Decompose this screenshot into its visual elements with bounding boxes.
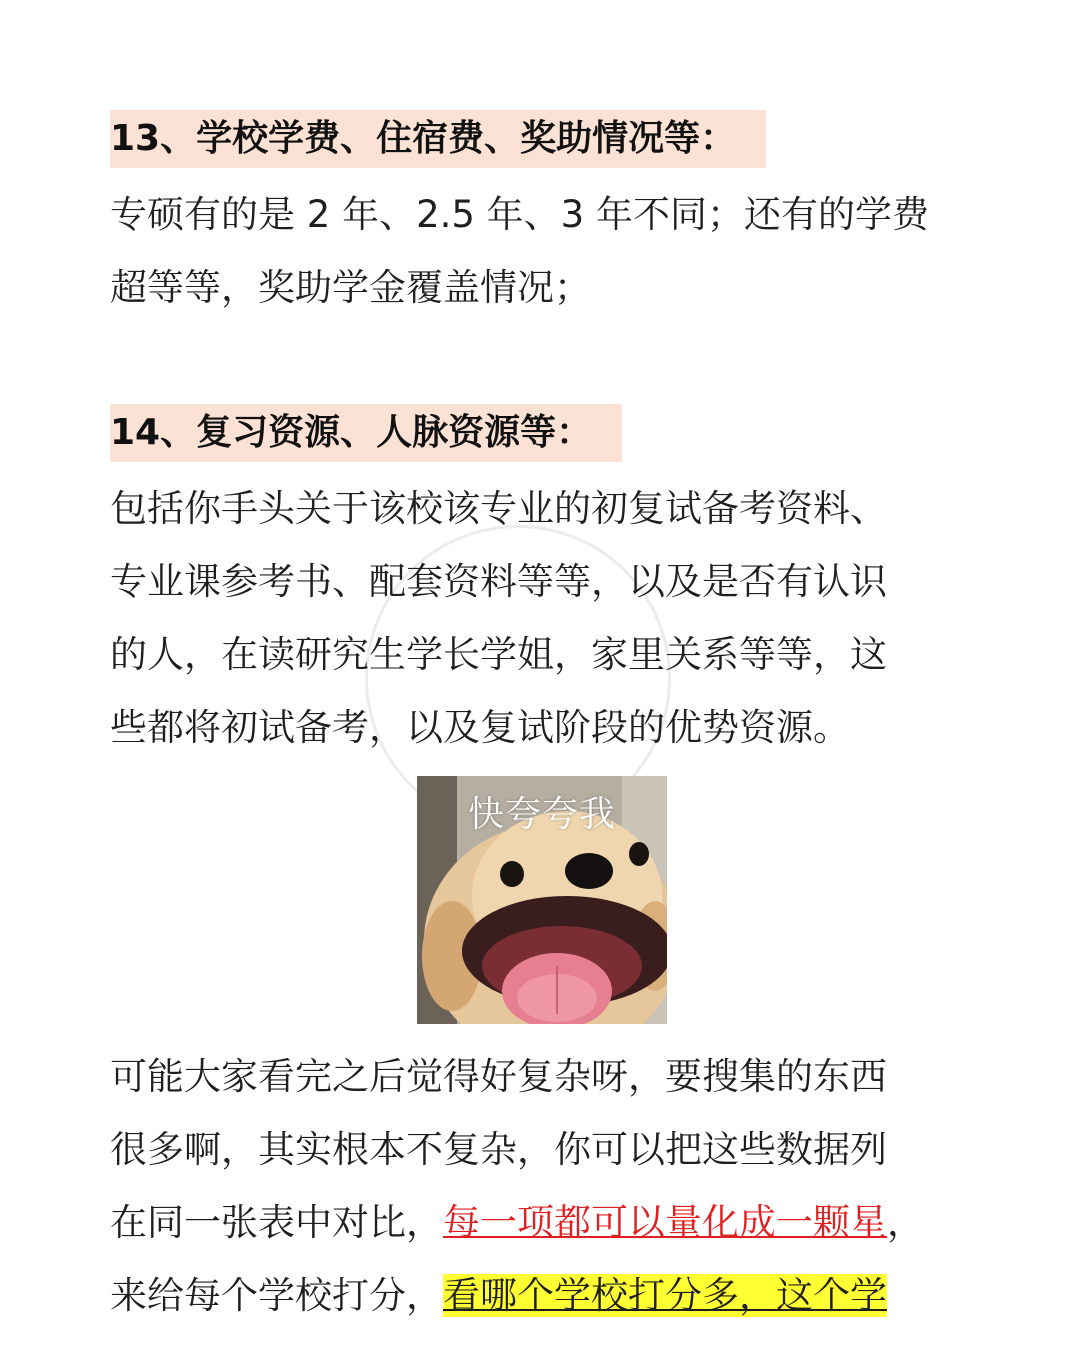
- text-line: 的人，在读研究生学长学姐，家里关系等等，这: [110, 633, 887, 676]
- section-13-heading: 13、学校学费、住宿费、奖助情况等：: [110, 110, 766, 168]
- text-line: 些都将初试备考，以及复试阶段的优势资源。: [110, 706, 850, 749]
- text-line: 包括你手头关于该校该专业的初复试备考资料、: [110, 487, 887, 530]
- text-line: 可能大家看完之后觉得好复杂呀，要搜集的东西: [110, 1055, 887, 1098]
- closing-paragraph: [110, 1040, 990, 1332]
- section-14-body: [110, 472, 990, 764]
- text-line: 专硕有的是 2 年、2.5 年、3 年不同；还有的学费: [110, 193, 929, 236]
- text-line: 专业课参考书、配套资料等等，以及是否有认识: [110, 560, 887, 603]
- text-segment: 来给每个学校打分，: [110, 1274, 443, 1317]
- text-line: [110, 1186, 990, 1259]
- text-line: 超等等，奖助学金覆盖情况；: [110, 266, 591, 309]
- text-segment: ，: [887, 1201, 924, 1244]
- meme-caption: 快夸夸我: [467, 794, 616, 835]
- section-13-body: [110, 178, 990, 324]
- red-underlined-text: 每一项都可以量化成一颗星: [443, 1201, 887, 1244]
- text-segment: 在同一张表中对比，: [110, 1201, 443, 1244]
- highlighted-text: 看哪个学校打分多，这个学: [443, 1274, 887, 1317]
- section-14-heading: 14、复习资源、人脉资源等：: [110, 404, 622, 462]
- puppy-meme-image: [417, 776, 667, 1024]
- text-line: 很多啊，其实根本不复杂，你可以把这些数据列: [110, 1128, 887, 1171]
- text-line: [110, 1259, 990, 1332]
